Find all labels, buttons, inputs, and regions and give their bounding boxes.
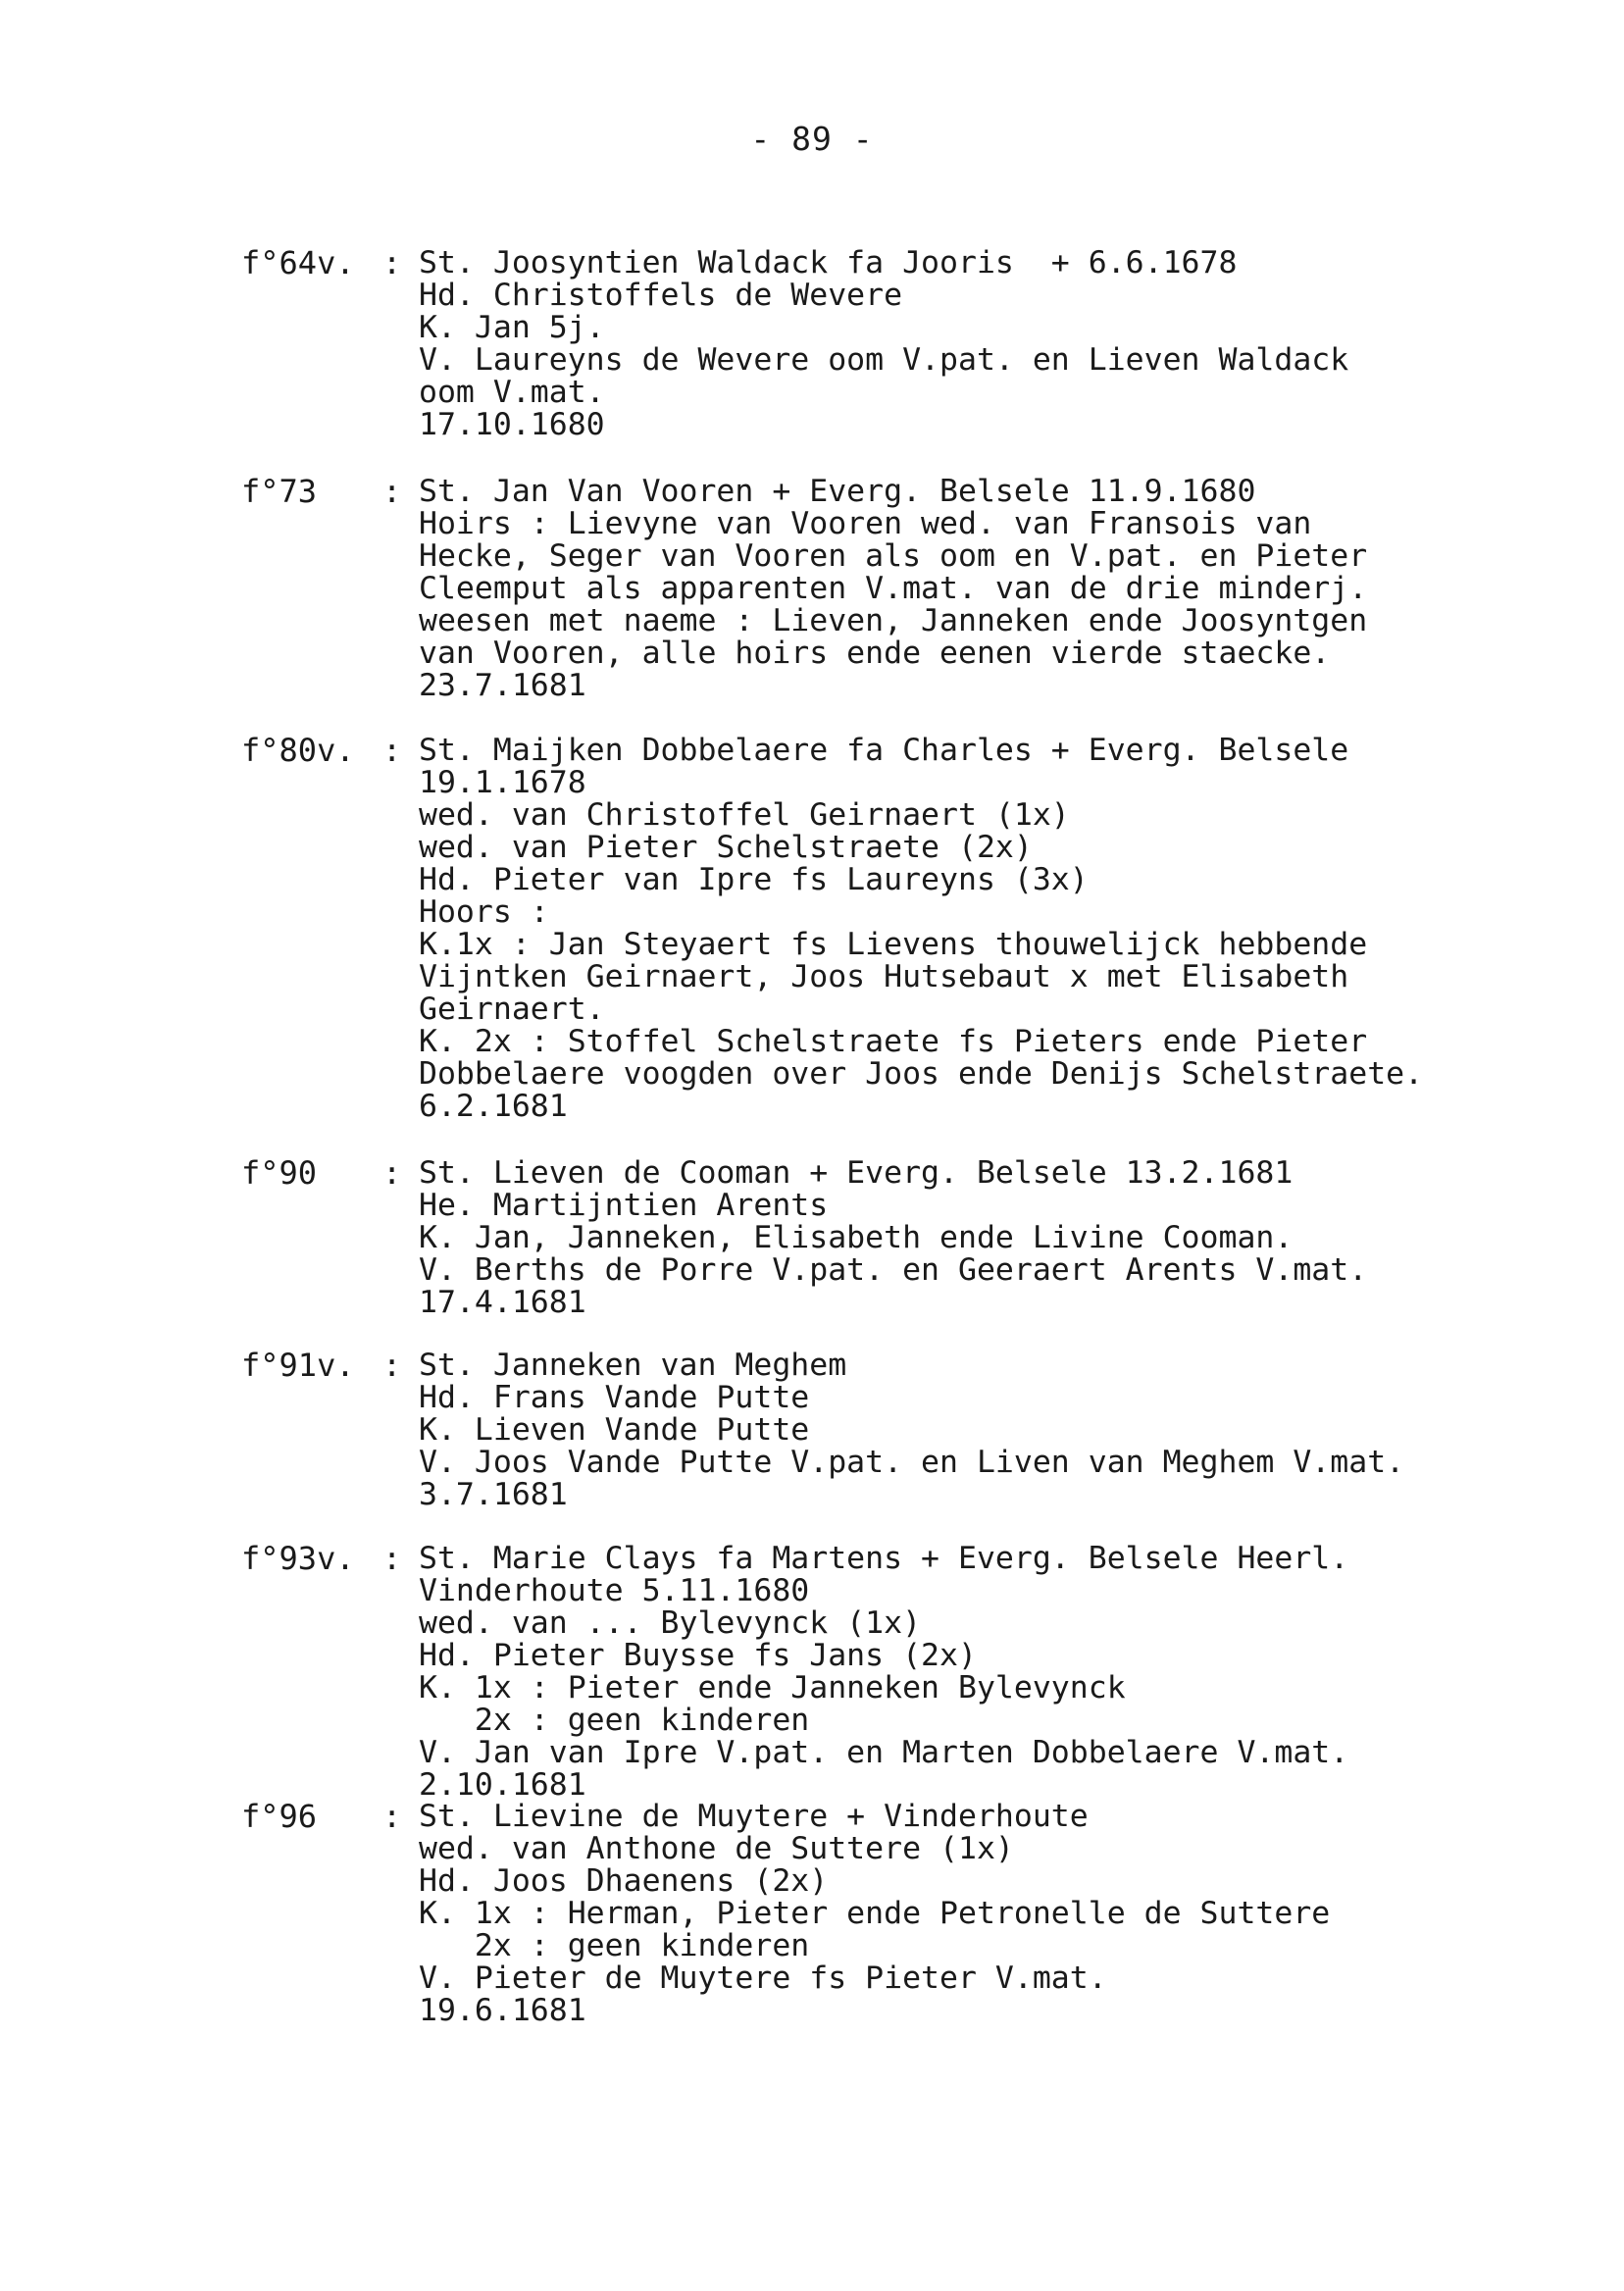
entry-line: He. Martijntien Arents [419, 1188, 829, 1223]
entry-line: K. Jan 5j. [419, 310, 605, 345]
folio-colon: : [382, 732, 402, 769]
entry-line: Hoirs : Lievyne van Vooren wed. van Fransois van [419, 506, 1312, 541]
entry-text [419, 247, 1556, 441]
entry-line: 2x : geen kinderen [419, 1928, 810, 1963]
folio-colon: : [382, 473, 402, 510]
entry-line: 23.7.1681 [419, 668, 586, 703]
entry-line: Hd. Frans Vande Putte [419, 1380, 810, 1415]
entry-line: St. Jan Van Vooren + Everg. Belsele 11.9.1680 [419, 474, 1256, 509]
entry-line: wed. van ... Bylevynck (1x) [419, 1605, 922, 1641]
entry-line: V. Pieter de Muytere fs Pieter V.mat. [419, 1960, 1107, 1996]
entry-line: Hd. Christoffels de Wevere [419, 278, 903, 313]
folio-reference: f°80v. [241, 732, 355, 769]
entry-line: Geirnaert. [419, 992, 605, 1027]
entry-text [419, 735, 1556, 1123]
entry-line: V. Berths de Porre V.pat. en Geeraert Arents V.mat. [419, 1252, 1368, 1288]
entry-line: V. Laureyns de Wevere oom V.pat. en Lieven Waldack [419, 342, 1349, 378]
entry-text [419, 1157, 1556, 1319]
entry-line: V. Jan van Ipre V.pat. en Marten Dobbelaere V.mat. [419, 1735, 1349, 1770]
entry-line: St. Lievine de Muytere + Vinderhoute [419, 1799, 1089, 1834]
entry-line: K. 2x : Stoffel Schelstraete fs Pieters ende Pieter [419, 1024, 1368, 1059]
entry-line: 17.4.1681 [419, 1285, 586, 1320]
entry-line: K. Lieven Vande Putte [419, 1412, 810, 1448]
entry-line: 3.7.1681 [419, 1477, 568, 1512]
entry-line: St. Marie Clays fa Martens + Everg. Belsele Heerl. [419, 1541, 1349, 1576]
entry-line: V. Joos Vande Putte V.pat. en Liven van Meghem V.mat. [419, 1445, 1405, 1480]
folio-colon: : [382, 1798, 402, 1835]
entry-line: 19.6.1681 [419, 1993, 586, 2028]
entry-line: K. 1x : Herman, Pieter ende Petronelle de Suttere [419, 1896, 1331, 1931]
entry-line: K.1x : Jan Steyaert fs Lievens thouwelijck hebbende [419, 927, 1368, 962]
entry-text [419, 1349, 1556, 1511]
entry-line: 6.2.1681 [419, 1089, 568, 1124]
entry-line: oom V.mat. [419, 375, 605, 410]
entry-line: Dobbelaere voogden over Joos ende Denijs Schelstraete. [419, 1056, 1424, 1092]
folio-reference: f°93v. [241, 1540, 355, 1577]
entry-line: Hd. Pieter van Ipre fs Laureyns (3x) [419, 862, 1089, 897]
entry-line: 2.10.1681 [419, 1767, 586, 1803]
folio-colon: : [382, 244, 402, 281]
folio-colon: : [382, 1154, 402, 1192]
entry-line: K. 1x : Pieter ende Janneken Bylevynck [419, 1670, 1126, 1706]
entry-line: Hecke, Seger van Vooren als oom en V.pat. en Pieter [419, 538, 1368, 574]
folio-reference: f°90 [241, 1154, 318, 1192]
entry-line: K. Jan, Janneken, Elisabeth ende Livine Cooman. [419, 1220, 1294, 1255]
entry-line: St. Janneken van Meghem [419, 1348, 847, 1383]
entry-text [419, 1801, 1556, 2027]
folio-reference: f°96 [241, 1798, 318, 1835]
entry-line: Cleemput als apparenten V.mat. van de drie minderj. [419, 571, 1368, 606]
page-number: - 89 - [750, 120, 874, 158]
entry-line: St. Maijken Dobbelaere fa Charles + Everg. Belsele [419, 733, 1349, 768]
entry-line: wed. van Christoffel Geirnaert (1x) [419, 797, 1070, 833]
entry-line: van Vooren, alle hoirs ende eenen vierde staecke. [419, 636, 1331, 671]
entry-line: Hoors : [419, 894, 549, 930]
folio-reference: f°73 [241, 473, 318, 510]
folio-reference: f°91v. [241, 1347, 355, 1384]
entry-line: wed. van Pieter Schelstraete (2x) [419, 830, 1033, 865]
entry-line: St. Lieven de Cooman + Everg. Belsele 13.2.1681 [419, 1155, 1294, 1191]
entry-line: 17.10.1680 [419, 407, 605, 442]
folio-colon: : [382, 1347, 402, 1384]
entry-line: Vinderhoute 5.11.1680 [419, 1573, 810, 1608]
entry-line: wed. van Anthone de Suttere (1x) [419, 1831, 1014, 1866]
entry-line: 19.1.1678 [419, 765, 586, 800]
entry-line: 2x : geen kinderen [419, 1703, 810, 1738]
entry-line: St. Joosyntien Waldack fa Jooris + 6.6.1678 [419, 245, 1238, 280]
folio-reference: f°64v. [241, 244, 355, 281]
entry-line: Vijntken Geirnaert, Joos Hutsebaut x met Elisabeth [419, 959, 1349, 994]
folio-colon: : [382, 1540, 402, 1577]
entry-line: Hd. Pieter Buysse fs Jans (2x) [419, 1638, 977, 1673]
entry-text [419, 1543, 1556, 1802]
entry-line: Hd. Joos Dhaenens (2x) [419, 1863, 829, 1899]
entry-text [419, 476, 1556, 702]
entry-line: weesen met naeme : Lieven, Janneken ende Joosyntgen [419, 603, 1368, 638]
